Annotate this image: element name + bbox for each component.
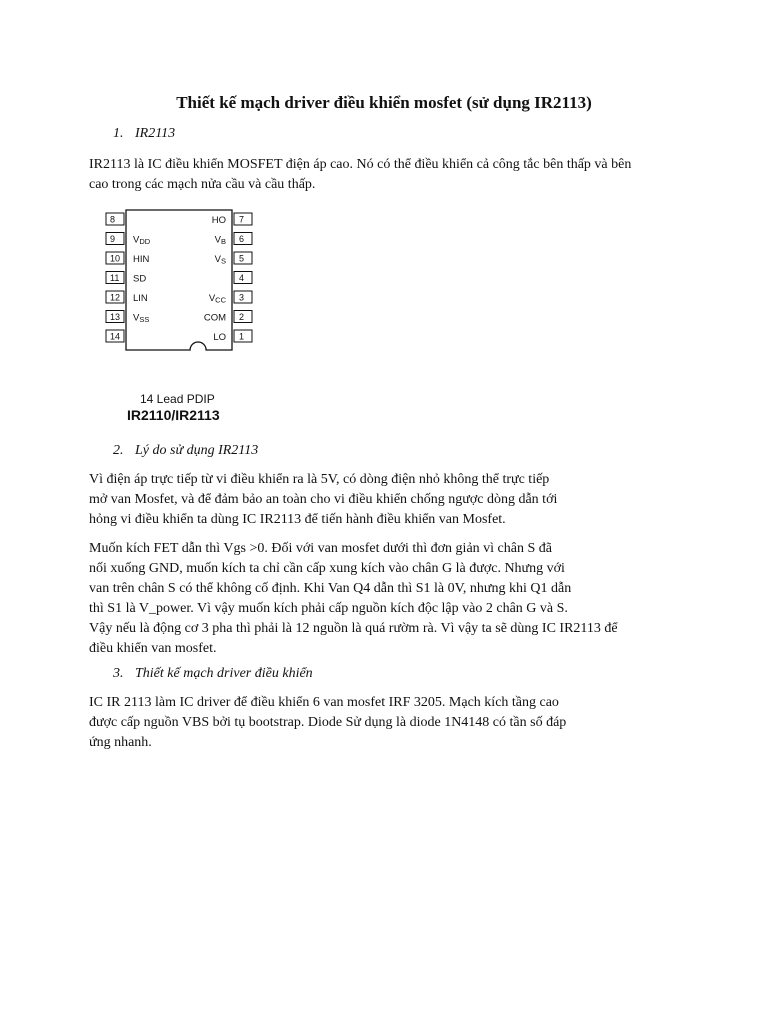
paragraph-line: hỏng vi điều khiển ta dùng IC IR2113 để tiến hành điều khiển van Mosfet. <box>89 512 506 527</box>
package-label: 14 Lead PDIP <box>140 392 215 406</box>
paragraph <box>89 155 689 195</box>
paragraph-line: cao trong các mạch nửa cầu và cầu thấp. <box>89 177 316 192</box>
pin-signal-label: SD <box>133 273 147 285</box>
pin-signal-label: HIN <box>133 254 150 265</box>
pin-number: 10 <box>110 253 121 264</box>
section-heading-3 <box>113 666 313 682</box>
pin-number: 4 <box>239 273 245 283</box>
paragraph-line: ứng nhanh. <box>89 735 152 750</box>
section-number: 3. <box>113 666 124 681</box>
pin-number: 11 <box>110 273 120 283</box>
pin-signal-label: VDD <box>133 234 151 246</box>
paragraph <box>89 693 689 753</box>
section-number: 1. <box>113 126 124 141</box>
document-title: Thiết kế mạch driver điều khiển mosfet (sử dụng IR2113) <box>176 93 592 112</box>
figure-caption <box>127 392 220 423</box>
pin-number: 1 <box>239 331 245 342</box>
paragraph-line: được cấp nguồn VBS bởi tụ bootstrap. Diode Sử dụng là diode 1N4148 có tần số đáp <box>89 715 567 730</box>
pin-signal-label: VCC <box>208 293 226 305</box>
pin-signal-label: COM <box>203 312 226 324</box>
pin-signal-label: LIN <box>133 293 148 304</box>
paragraph-line: IR2113 là IC điều khiển MOSFET điện áp cao. Nó có thể điều khiển cả công tắc bên thấp và bên <box>89 157 632 172</box>
section-heading-1 <box>113 126 175 142</box>
section-heading-2 <box>113 443 258 459</box>
paragraph-line: Muốn kích FET dẫn thì Vgs >0. Đối với van mosfet dưới thì đơn giản vì chân S đã <box>89 541 552 556</box>
paragraph-line: IC IR 2113 làm IC driver để điều khiển 6 van mosfet IRF 3205. Mạch kích tầng cao <box>89 695 559 710</box>
pin-number: 14 <box>110 331 121 342</box>
section-title: Lý do sử dụng IR2113 <box>135 443 259 458</box>
pin-number: 6 <box>239 234 245 244</box>
paragraph-line: thì S1 là V_power. Vì vậy muốn kích phải cấp nguồn kích độc lập vào 2 chân G và S. <box>89 601 568 616</box>
pin-number: 7 <box>239 214 245 225</box>
pin-number: 9 <box>110 234 116 244</box>
paragraph <box>89 470 689 530</box>
pin-signal-label: VSS <box>133 312 150 324</box>
pin-number: 13 <box>110 312 121 322</box>
part-label: IR2110/IR2113 <box>127 407 220 423</box>
pin-number: 3 <box>239 292 245 303</box>
paragraph-line: Vậy nếu là động cơ 3 pha thì phải là 12 nguồn là quá rườm rà. Vì vậy ta sẽ dùng IC IR2113 để <box>89 621 618 636</box>
pin-signal-label: VB <box>214 234 226 246</box>
paragraph-line: nối xuống GND, muốn kích ta chỉ cần cấp xung kích vào chân G là được. Nhưng với <box>89 561 565 576</box>
paragraph-line: điều khiển van mosfet. <box>89 641 217 656</box>
pin-number: 8 <box>110 214 116 225</box>
paragraph-line: Vì điện áp trực tiếp từ vi điều khiển ra là 5V, có dòng điện nhỏ không thể trực tiếp <box>89 472 550 487</box>
ic-pinout-diagram <box>104 208 264 358</box>
pin-signal-label: LO <box>213 332 226 343</box>
pin-signal-label: HO <box>211 215 226 226</box>
paragraph-line: van trên chân S có thể không cố định. Khi Van Q4 dẫn thì S1 là 0V, nhưng khi Q1 dẫn <box>89 581 572 596</box>
pin-number: 5 <box>239 253 245 264</box>
section-number: 2. <box>113 443 124 458</box>
pin-signal-label: VS <box>214 254 226 266</box>
pin-number: 12 <box>110 292 121 303</box>
paragraph <box>89 539 689 659</box>
paragraph-line: mở van Mosfet, và để đảm bảo an toàn cho vi điều khiển chống ngược dòng dẫn tới <box>89 492 558 507</box>
section-title: Thiết kế mạch driver điều khiển <box>135 666 313 681</box>
section-title: IR2113 <box>135 126 176 141</box>
pin-number: 2 <box>239 312 245 322</box>
